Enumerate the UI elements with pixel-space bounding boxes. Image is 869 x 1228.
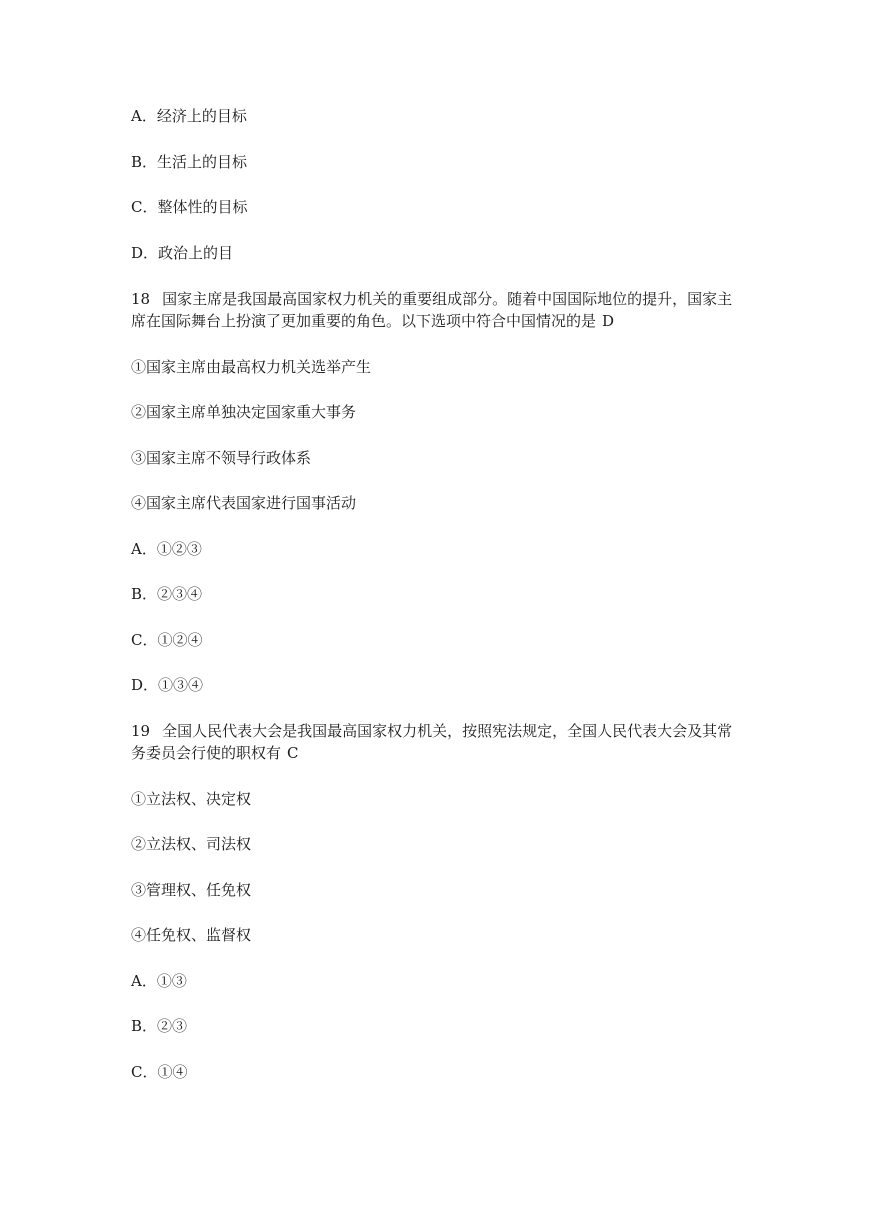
- q17-option-d: D．政治上的目: [131, 244, 234, 262]
- q18-statement-4: ④国家主席代表国家进行国事活动: [131, 494, 357, 512]
- q19-option-c: C．①④: [131, 1063, 188, 1081]
- q19-statement-4: ④任免权、监督权: [131, 926, 252, 944]
- q19-option-a: A．①③: [131, 972, 187, 990]
- q19-stem-line2: [131, 742, 751, 764]
- q19-statement-3: ③管理权、任免权: [131, 881, 252, 899]
- q19-stem-line1: [131, 720, 751, 742]
- q19-answer: C: [287, 744, 299, 762]
- q18-statement-3: ③国家主席不领导行政体系: [131, 449, 312, 467]
- q18-stem-line2: [131, 310, 751, 332]
- q17-option-a: A．经济上的目标: [131, 107, 247, 125]
- q18-statement-1: ①国家主席由最高权力机关选举产生: [131, 358, 372, 376]
- q18-stem-line1: [131, 288, 751, 310]
- q17-option-c: C．整体性的目标: [131, 198, 248, 216]
- q17-option-b: B．生活上的目标: [131, 153, 248, 171]
- q18-stem-text2: 席在国际舞台上扮演了更加重要的角色。以下选项中符合中国情况的是: [131, 312, 597, 330]
- q18-option-b: B．②③④: [131, 585, 203, 603]
- q18-statement-2: ②国家主席单独决定国家重大事务: [131, 403, 357, 421]
- q19-number: 19: [131, 722, 151, 740]
- q18-option-d: D．①③④: [131, 676, 204, 694]
- q19-option-b: B．②③: [131, 1017, 188, 1035]
- q19-statement-2: ②立法权、司法权: [131, 835, 252, 853]
- q19-stem-text1: 全国人民代表大会是我国最高国家权力机关，按照宪法规定，全国人民代表大会及其常: [162, 722, 733, 740]
- q19-stem-text2: 务委员会行使的职权有: [131, 744, 282, 762]
- q19-stem: [131, 720, 751, 764]
- q19-statement-1: ①立法权、决定权: [131, 790, 252, 808]
- q18-stem: [131, 288, 751, 332]
- q18-stem-text1: 国家主席是我国最高国家权力机关的重要组成部分。随着中国国际地位的提升，国家主: [162, 290, 733, 308]
- q18-option-c: C．①②④: [131, 631, 203, 649]
- q18-answer: D: [602, 312, 615, 330]
- q18-number: 18: [131, 290, 151, 308]
- q18-option-a: A．①②③: [131, 540, 202, 558]
